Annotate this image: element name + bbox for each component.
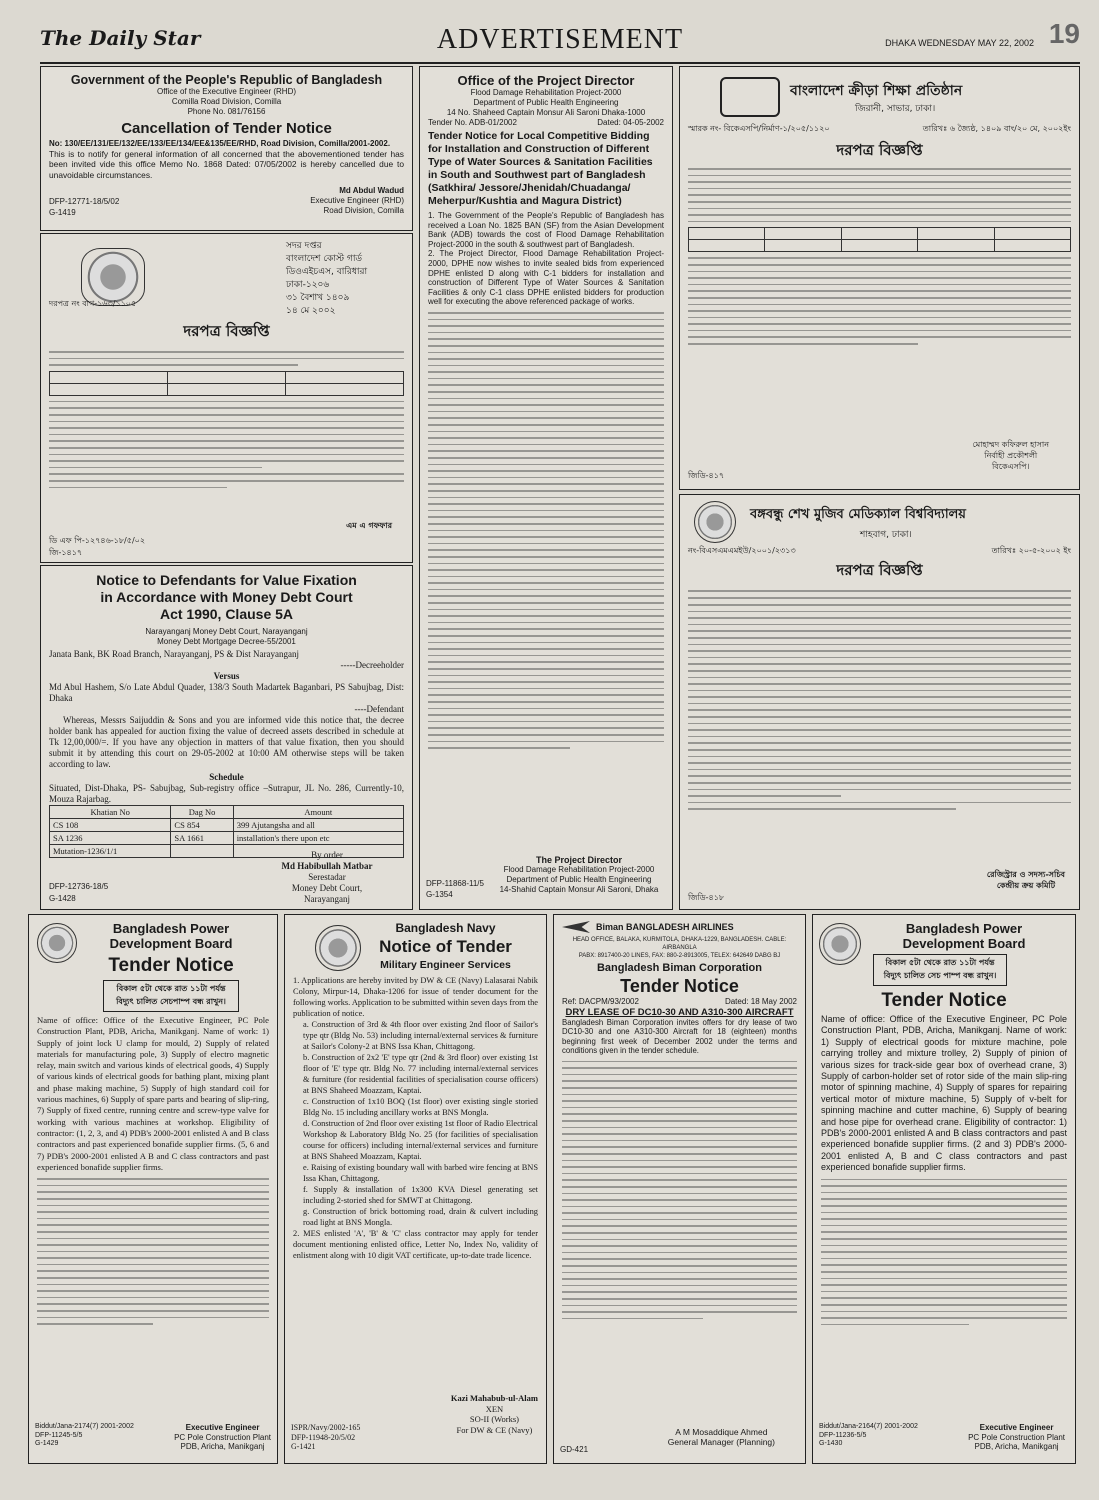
- work-item: b. Construction of 2x2 'E' type qtr (2nd & 3rd floor) over existing 1st floor of 'E' type qtr. Bldg No. 77 including internal/external services & furniture (for residential facilities of specialisation course officers) at BNS Shaheed Moazzam, Kaptai.: [303, 1053, 538, 1095]
- ad-code: GD-421: [560, 1445, 589, 1454]
- signatory: A M Mosaddique Ahmed: [675, 1427, 768, 1437]
- ad-bksp: [679, 66, 1080, 490]
- ad-title: দরপত্র বিজ্ঞপ্তি: [836, 141, 923, 159]
- work-item: a. Construction of 3rd & 4th floor over existing 2nd floor of Sailor's type qtr (Bldg No. 53) including internal/external services & furniture at Sailor's Colony-2 at BNS Issa Khan, Chittagong.: [303, 1020, 538, 1051]
- signature-block: [987, 869, 1065, 891]
- ad-body: Whereas, Messrs Saijuddin & Sons and you are informed vide this notice that, the decree holder bank has appealed for auction fixing the value of decreed assets described in schedule at Tk 12,00,000/=. If you have any objection in matters of that value fixation, then you should submit it by attending this court on 29-05-2002 at 10:00 AM otherwise steps will be taken according to law.: [49, 715, 404, 769]
- ad-heading: বঙ্গবন্ধু শেখ মুজিব মেডিক্যাল বিশ্ববিদ্যালয়: [750, 507, 966, 522]
- ad-coast-guard: [40, 233, 413, 563]
- ad-subtitle: 14 No. Shaheed Captain Monsur Ali Saroni Dhaka-1000: [446, 108, 646, 117]
- ad-subtitle: Office of the Executive Engineer (RHD): [156, 87, 297, 96]
- ad-body: Name of office: Office of the Executive Engineer, PC Pole Construction Plant, PDB, Aricha, Manikganj. Name of work: 1) Supply of electrical goods for mixture machine, pole carrying trolley and mixture trolley, 2) Supply of pinion of various sizes for track-side gear box of overhead crane, 3) Supply of carbon-holder set of rotor side of the main slip-ring motor of spinning machine, 4) Supply of spares for repairing vertical motor of mixture machine, 5) Supply of v-belt for spinning machine and cutter machine, 6) Supply of bearing and hose pipe for overhead crane. Eligibility of contractor: 1) PDB's 2000-2001 enlisted A and B class contractors and past experienced bonafide supplier firms. (2 and 3) PDB's 2000-2001 enlisted A, B and C class contractors and past experienced bonafide supplier firms.: [821, 1014, 1067, 1173]
- versus-label: Versus: [213, 671, 240, 681]
- tender-title: DRY LEASE OF DC10-30 AND A310-300 AIRCRAFT: [565, 1007, 794, 1018]
- notice-line: বিকাল ৫টা থেকে রাত ১১টা পর্যন্ত: [116, 984, 226, 993]
- table-cell: SA 1236: [50, 832, 171, 845]
- ad-subtitle: Department of Public Health Engineering: [473, 98, 619, 107]
- work-item: d. Construction of 2nd floor over existing 1st floor of Radio Electrical Workshop & Laboratory Bldg No. 25 (for facilities of specialisation course for officers) including internal/external services and furniture at BNS Shaheed Moazzam, Kaptai.: [303, 1119, 538, 1161]
- tender-ref-row: [562, 997, 797, 1007]
- signatory: Md Abdul Wadud: [339, 186, 404, 196]
- clause-1: 1. The Government of the People's Republic of Bangladesh has received a Loan No. 1825 BAN (SF) from the Asian Development Bank (ADB) towards the cost of Flood Damage Rehabilitation Project-2000 in the south & southwest part of Bangladesh.: [428, 211, 665, 249]
- signatory-title: General Manager (Planning): [667, 1437, 775, 1447]
- ad-code: DFP-11236-5/5: [819, 1431, 867, 1439]
- ad-body-text: [688, 163, 1071, 350]
- ad-org: Development Board: [902, 936, 1026, 951]
- ad-code: Biddut/Jana-2164(7) 2001-2002: [819, 1423, 918, 1430]
- ad-code: G-1419: [49, 208, 76, 217]
- table-cell: SA 1661: [171, 832, 233, 845]
- signatory-title: SO-II (Works): [469, 1414, 519, 1424]
- ad-date: তারিখঃ ২০-৫-২০০২ ইং: [991, 546, 1071, 555]
- ad-intro: 1. Applications are hereby invited by DW & CE (Navy) Lalasarai Nabik Colony, Mirpur-14, Dhaka-1206 for issue of tender document for the following works. Application to be submitted within seven days from the publication of notice.: [293, 976, 538, 1018]
- ad-heading: Act 1990, Clause 5A: [159, 606, 294, 622]
- table-cell: CS 108: [50, 819, 171, 832]
- notice-line: বিদ্যুৎ চালিত সেচপাম্প বন্ধ রাখুন।: [116, 997, 226, 1006]
- party-role: -----Decreeholder: [340, 660, 404, 670]
- ad-subtitle: Money Debt Mortgage Decree-55/2001: [157, 637, 296, 646]
- table-cell: Mutation-1236/1/1: [50, 845, 171, 858]
- ad-ref: No: 130/EE/131/EE/132/EE/133/EE/134/EE&135/EE/RHD, Road Division, Comilla/2001-2002.: [49, 139, 391, 148]
- col-header: Dag No: [171, 806, 233, 819]
- work-item: g. Construction of brick bottoming road, drain & culvert including road light at BNS Mongla.: [303, 1207, 538, 1227]
- ad-ref: নং-বিএসএমএমইউ/২০০১/২৩১৩: [688, 546, 796, 555]
- signatory-title: Road Division, Comilla: [323, 206, 404, 216]
- pdb-emblem-icon: [819, 923, 861, 965]
- masthead: [40, 20, 1080, 64]
- ad-code: G-1430: [819, 1440, 843, 1447]
- address-line: ১৪ মে ২০০২: [286, 306, 336, 316]
- work-item: c. Construction of 1x10 BOQ (1st floor) over existing single storied Bldg No. 15 including ancillary works at BNS Mongla.: [303, 1097, 538, 1117]
- code-block: [35, 1423, 134, 1449]
- ad-body: Bangladesh Biman Corporation invites offers for dry lease of two DC10-30 and one A310-300 Aircraft for 18 (eighteen) months beginning first week of December 2002 under the terms and conditions given in the tender schedule.: [562, 1018, 797, 1056]
- signatory-title: Money Debt Court,: [291, 883, 363, 893]
- signatory-title: PC Pole Construction Plant: [968, 1432, 1065, 1442]
- signatory-title: Department of Public Health Engineering: [506, 875, 652, 884]
- dateline: DHAKA WEDNESDAY MAY 22, 2002: [885, 38, 1034, 48]
- notice-box: [873, 954, 1007, 986]
- address-line: ডিওএইচএস, বারিধারা: [286, 267, 368, 277]
- ad-subtitle: Narayanganj Money Debt Court, Narayanganj: [145, 627, 308, 636]
- signatory-title: PDB, Aricha, Manikganj: [180, 1442, 265, 1451]
- ad-heading: Notice of Tender: [379, 937, 512, 956]
- signatory: The Project Director: [535, 855, 623, 865]
- ad-heading: in Accordance with Money Debt Court: [100, 589, 353, 605]
- ad-dphe-project-director: [419, 66, 673, 910]
- signatory-title: নির্বাহী প্রকৌশলী: [984, 451, 1038, 460]
- ad-body-text: [49, 346, 404, 493]
- party-defendant: Md Abul Hashem, S/o Late Abdul Quader, 138/3 South Madartek Baganbari, PS Sabujbag, Dist: Dhaka: [49, 682, 404, 703]
- ad-rhd-cancellation: [40, 66, 413, 231]
- biman-logo-icon: [562, 921, 590, 933]
- ad-heading: বাংলাদেশ ক্রীড়া শিক্ষা প্রতিষ্ঠান: [790, 83, 963, 99]
- ad-code: G-1429: [35, 1440, 59, 1447]
- tender-date: Dated: 04-05-2002: [597, 118, 664, 127]
- ad-subtitle: জিরানী, সাভার, ঢাকা।: [855, 104, 936, 114]
- col-header: Khatian No: [50, 806, 171, 819]
- code-block: [291, 1423, 360, 1452]
- signatory-title: কেন্দ্রীয় ক্রয় কমিটি: [996, 881, 1056, 890]
- signatory-title: Executive Engineer (RHD): [310, 196, 404, 206]
- section-title: ADVERTISEMENT: [436, 24, 684, 55]
- ad-code: ডি এফ পি-১২৭৪৬-১৮/৫/০২: [49, 536, 146, 545]
- signatory: Executive Engineer: [979, 1423, 1054, 1432]
- ad-org: Bangladesh Power: [112, 921, 230, 936]
- ad-pdb-tender-2: [812, 914, 1076, 1464]
- ad-heading: Tender Notice: [108, 955, 234, 976]
- signature-block: [262, 850, 392, 905]
- ad-code: G-1354: [426, 890, 453, 899]
- ad-heading: Office of the Project Director: [457, 73, 635, 88]
- table-cell: CS 854: [171, 819, 233, 832]
- signature-block: [973, 439, 1050, 472]
- signatory: Executive Engineer: [185, 1423, 260, 1432]
- navy-emblem-icon: [315, 925, 361, 971]
- ad-subtitle: Military Engineer Services: [380, 959, 511, 971]
- ad-code: জিডি-৪১৮: [688, 893, 725, 902]
- ad-org: Bangladesh Biman Corporation: [596, 962, 763, 974]
- work-item: f. Supply & installation of 1x300 KVA Diesel generating set including 2-storied shed for SMWT at Chittagong.: [303, 1185, 538, 1205]
- address-line: বাংলাদেশ কোস্ট গার্ড: [286, 254, 363, 264]
- ad-heading: দরপত্র বিজ্ঞপ্তি: [183, 322, 270, 340]
- schedule-text: Situated, Dist-Dhaka, PS- Sabujbag, Sub-registry office –Sutrapur, JL No. 286, Currently-10, Mouza Rajarbag.: [49, 783, 404, 804]
- ad-ref: স্মারক নং- বিকেএসপি/নির্মাণ-১/২০৫/১১২০: [688, 124, 830, 133]
- ad-subtitle: শাহবাগ, ঢাকা।: [860, 530, 912, 540]
- ad-heading: Tender Notice: [620, 976, 739, 996]
- address-line: সদর দপ্তর: [286, 241, 322, 251]
- tender-ref: Ref: DACPM/93/2002: [562, 997, 639, 1006]
- items-table: [49, 371, 404, 396]
- ad-body-text: [428, 312, 664, 749]
- address-line: ঢাকা-১২০৬: [286, 280, 330, 290]
- work-item: e. Raising of existing boundary wall with barbed wire fencing at BNS Issa Khan, Chittagong.: [303, 1163, 538, 1183]
- ad-subtitle: Flood Damage Rehabilitation Project-2000: [470, 88, 622, 97]
- airline-address: HEAD OFFICE, BALAKA, KURMITOLA, DHAKA-1229, BANGLADESH. CABLE: AIRBANGLA: [572, 937, 787, 951]
- schedule-heading: Schedule: [209, 772, 244, 782]
- ad-clause: 2. MES enlisted 'A', 'B' & 'C' class contractor may apply for tender document mentioning enlisted office, Letter No, Index No, validity of enlistment along with 10 digit VAT certificate, up-to-date trade licence.: [293, 1229, 538, 1260]
- signatory-title: XEN: [485, 1403, 504, 1414]
- university-emblem-icon: [694, 501, 736, 543]
- ad-title: দরপত্র বিজ্ঞপ্তি: [836, 561, 923, 579]
- ad-title: Government of the People's Republic of Bangladesh: [70, 73, 383, 87]
- address-line: ৩১ বৈশাখ ১৪০৯: [286, 293, 350, 303]
- bksp-logo-icon: [720, 77, 780, 117]
- ad-body: Name of office: Office of the Executive Engineer, PC Pole Construction Plant, PDB, Aricha, Manikganj. Name of work: 1) Supply of joint lock U clamp for mould, 2) Supply of related materials for manufacturing pole, 3) Supply of electro magnetic relay, main switch and various kinds of electrical goods, 4) Supply of various kinds of electrical goods for bathing plant, mixing plant and phase making machine, 5) Supply of high standard coil for various machines, 6) Supply of spare parts and bearing of slip-ring, 7) Supply of fixed centre, running centre and screw-type valve for working with various machines at workshop. Eligibility of contractor: (1, 2, 3, and 4) PDB's 2000-2001 enlisted A and B class contractors and past experienced bonafide supplier firms. (5, 6 and 7) PDB's 2000-2001 enlisted A B and C class contractors and past experienced bonafide supplier firms.: [37, 1015, 269, 1172]
- clause-2: 2. The Project Director, Flood Damage Rehabilitation Project-2000, DPHE now wishes to invite sealed bids from experienced DPHE enlisted D along with C-1 bidders for installation and construction of Different Type of Water Sources & Sanitation Facilities & only C-1 class DPHE enlisted bidders for production well for executing the above referenced package of works.: [428, 249, 665, 307]
- signatory: রেজিস্ট্রার ও সদস্য-সচিব: [986, 870, 1065, 879]
- ad-body-text: [821, 1179, 1067, 1326]
- items-table: [688, 227, 1071, 252]
- ad-heading: Cancellation of Tender Notice: [121, 120, 332, 137]
- newspaper-logo: The Daily Star: [40, 26, 201, 50]
- ad-navy-tender: [284, 914, 547, 1464]
- ad-code: DFP-11245-5/5: [35, 1431, 83, 1439]
- signature-block: [451, 1393, 538, 1435]
- signatory-title: Flood Damage Rehabilitation Project-2000: [503, 865, 655, 874]
- table-cell: installation's there upon etc: [233, 832, 403, 845]
- ad-subtitle: Comilla Road Division, Comilla: [171, 97, 282, 106]
- notice-line: বিদ্যুৎ চালিত সেচ পাম্প বন্ধ রাখুন।: [883, 971, 997, 980]
- biman-brand-row: [562, 921, 797, 933]
- ad-code: DFP-12771-18/5/02: [49, 197, 120, 206]
- signatory: Md Habibullah Matbar: [281, 861, 373, 871]
- ad-heading: Notice to Defendants for Value Fixation: [96, 572, 357, 588]
- ad-code: ISPR/Navy/2002-165: [291, 1423, 361, 1432]
- ad-code: DFP-11948-20/5/02: [291, 1432, 356, 1442]
- tender-ref-row: [428, 118, 664, 128]
- ad-code: DFP-12736-18/5: [49, 882, 109, 891]
- notice-box: [103, 980, 239, 1012]
- signatory-title: বিকেএসপি।: [991, 462, 1030, 471]
- signature-block: [174, 1423, 271, 1452]
- signatory-title: PC Pole Construction Plant: [174, 1432, 271, 1442]
- ad-body-text: [688, 585, 1071, 815]
- signatory-title: PDB, Aricha, Manikganj: [974, 1442, 1059, 1451]
- ad-code: DFP-11868-11/5: [426, 879, 484, 888]
- ad-bsmmu: [679, 494, 1080, 910]
- col-header: Amount: [233, 806, 403, 819]
- ad-pdb-tender-1: [28, 914, 278, 1464]
- signatory: মোহাম্মদ কফিরুল হাসান: [972, 440, 1049, 449]
- tender-date: Dated: 18 May 2002: [724, 997, 797, 1006]
- ad-code: G-1421: [291, 1442, 316, 1451]
- ad-subtitle: Phone No. 081/76156: [187, 107, 266, 116]
- signatory-title: 14-Shahid Captain Monsur Ali Saroni, Dhaka: [499, 885, 659, 894]
- ad-ref: দরপত্র নং বাগ-১৬৩/১১০৫: [49, 299, 137, 308]
- signatory-title: For DW & CE (Navy): [456, 1424, 533, 1435]
- signatory: Kazi Mahabub-ul-Alam: [450, 1393, 538, 1403]
- signature-block: [494, 855, 664, 895]
- signatory: এম এ গফফার: [346, 521, 392, 530]
- ad-org: Bangladesh Power: [905, 921, 1023, 936]
- table-cell: 399 Ajutangsha and all: [233, 819, 403, 832]
- airline-brand: Biman BANGLADESH AIRLINES: [596, 922, 734, 932]
- ad-code: G-1428: [49, 894, 76, 903]
- signatory-title: Serestadar: [308, 872, 346, 882]
- address-block: [286, 240, 396, 318]
- ad-org: Bangladesh Navy: [395, 921, 496, 935]
- tender-title: Tender Notice for Local Competitive Bidding for Installation and Construction of Different Type of Water Sources & Sanitation Facilities in South and Southwest part of Bangladesh (Satkhira/ Jessore/Jhenidah/Chuadanga/ Meherpur/Kushtia and Magura District): [428, 130, 653, 207]
- ad-code: Biddut/Jana-2174(7) 2001-2002: [35, 1423, 134, 1430]
- notice-line: বিকাল ৫টা থেকে রাত ১১টা পর্যন্ত: [885, 958, 995, 967]
- ad-biman-tender: [553, 914, 806, 1464]
- ad-date: তারিখঃ ৬ জ্যৈষ্ঠ, ১৪০৯ বাং/২০ মে, ২০০২ইং: [922, 124, 1071, 133]
- ad-org: Development Board: [109, 936, 233, 951]
- signature-block: [668, 1427, 775, 1447]
- clause-text: The Project Director, Flood Damage Rehabilitation Project-2000, DPHE now wishes to invite sealed bids from experienced DPHE enlisted D along with C-1 bidders for installation and construction of Different Type of Water Sources & Sanitation Facilities & only C-1 class DPHE enlisted bidders for production well for executing the above referenced package of works.: [428, 249, 665, 307]
- ad-body-text: [562, 1061, 797, 1320]
- code-block: [819, 1423, 918, 1449]
- page-number: 19: [1048, 18, 1080, 49]
- party-role: ----Defendant: [354, 704, 404, 714]
- signatory-title: Narayanganj: [304, 894, 350, 904]
- ad-code: জি-১৪১৭: [49, 548, 83, 557]
- by-order: By order: [311, 850, 343, 860]
- airline-address: PABX: 8917400-20 LINES, FAX: 880-2-8913005, TELEX: 642649 DABG BJ: [578, 953, 781, 959]
- ad-code: জিডি-৪১৭: [688, 471, 725, 480]
- ad-body-text: [37, 1178, 269, 1325]
- pdb-emblem-icon: [37, 923, 77, 963]
- signature-block: [968, 1423, 1065, 1452]
- clause-text: The Government of the People's Republic of Bangladesh has received a Loan No. 1825 BAN (SF) from the Asian Development Bank (ADB) towards the cost of Flood Damage Rehabilitation Project-2000 in the south & southwest part of Bangladesh.: [428, 211, 665, 249]
- ad-body: This is to notify for general information of all concerned that the abovementioned tender has been invited vide this office Memo No. 1868 Dated: 07/05/2002 is hereby cancelled due to unavoidable circumstances.: [49, 149, 404, 180]
- party-decreeholder: Janata Bank, BK Road Branch, Narayanganj, PS & Dist Narayanganj: [49, 649, 299, 659]
- ad-money-debt-court: [40, 565, 413, 910]
- ad-heading: Tender Notice: [881, 990, 1007, 1011]
- tender-number: Tender No. ADB-01/2002: [428, 118, 517, 127]
